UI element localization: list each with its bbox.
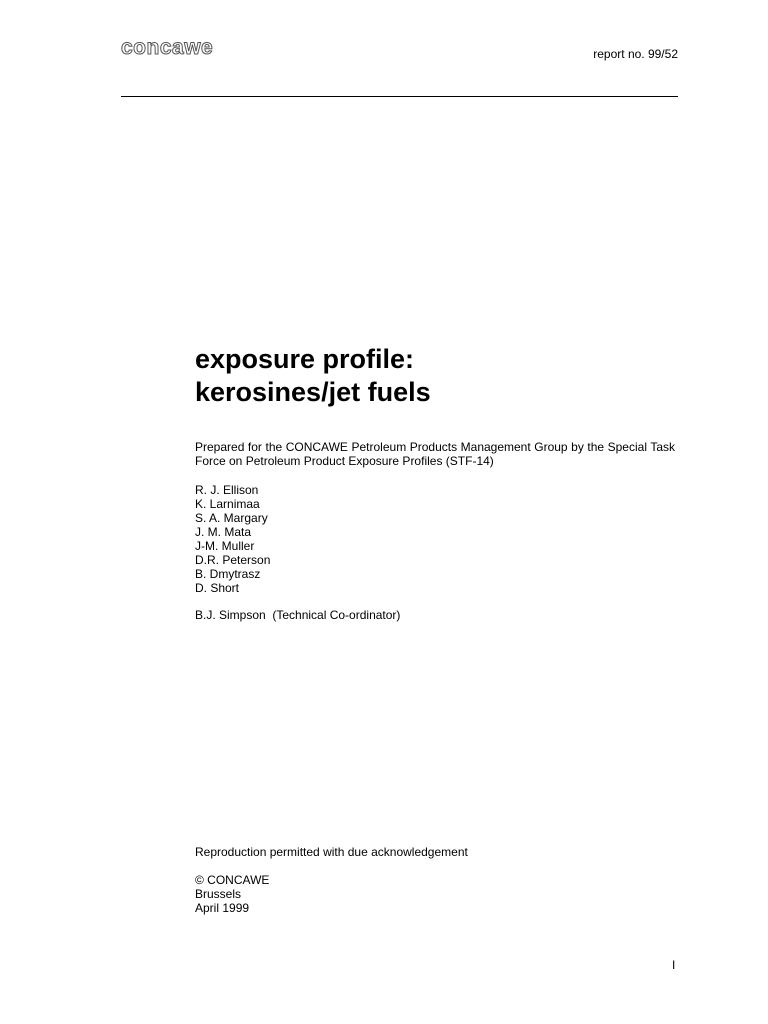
author-item: D. Short	[195, 581, 240, 595]
author-item: K. Larnimaa	[195, 497, 260, 511]
author-item: J-M. Muller	[195, 539, 255, 553]
title-line-2: kerosines/jet fuels	[195, 377, 431, 407]
author-item: D.R. Peterson	[195, 553, 271, 567]
reproduction-notice: Reproduction permitted with due acknowledgement	[195, 845, 468, 859]
page-number: I	[672, 958, 676, 972]
concawe-logo: concawe	[121, 36, 214, 59]
prepared-for-statement: Prepared for the CONCAWE Petroleum Products Management Group by the Special Task Force on Petroleum Product Exposure Profiles (STF-14)	[195, 440, 675, 468]
header-divider	[121, 96, 678, 97]
publisher-block	[195, 873, 269, 915]
author-item: J. M. Mata	[195, 525, 252, 539]
author-list	[195, 483, 270, 595]
document-title	[195, 343, 431, 409]
author-item: R. J. Ellison	[195, 483, 259, 497]
copyright-line: © CONCAWE	[195, 873, 270, 887]
author-item: B. Dmytrasz	[195, 567, 261, 581]
author-item: S. A. Margary	[195, 511, 268, 525]
title-line-1: exposure profile:	[195, 344, 415, 374]
technical-coordinator: B.J. Simpson (Technical Co-ordinator)	[195, 608, 401, 622]
report-number: report no. 99/52	[593, 47, 678, 61]
city-line: Brussels	[195, 887, 242, 901]
date-line: April 1999	[195, 901, 250, 915]
